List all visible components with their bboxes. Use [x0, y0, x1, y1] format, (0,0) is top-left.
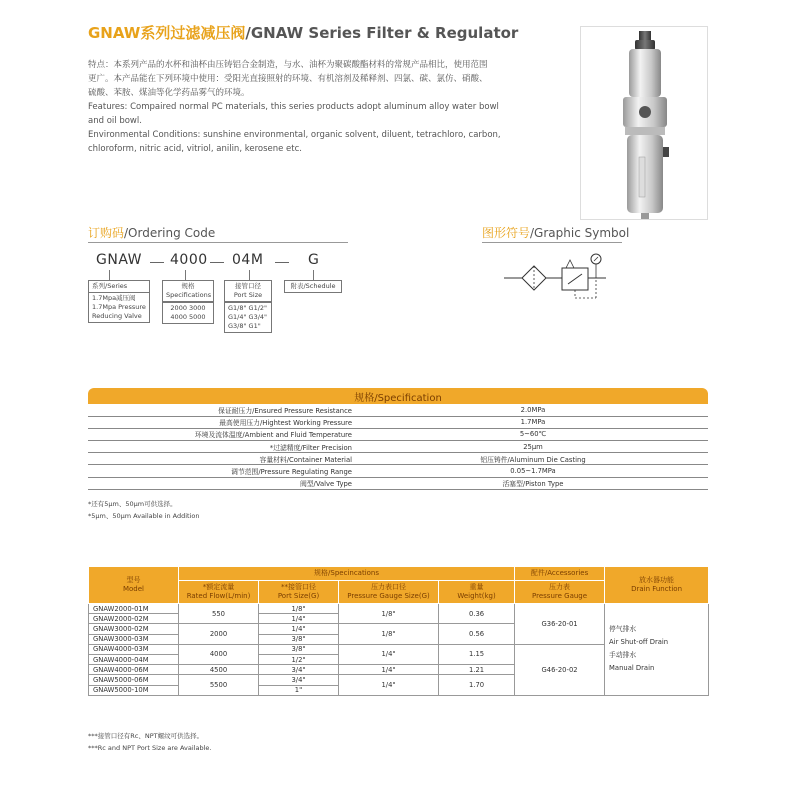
intro-en-line: and oil bowl.	[88, 116, 142, 126]
model-name: GNAW4000-03M	[89, 644, 179, 654]
table-row	[88, 416, 708, 428]
intro-cn-line: 更广。本产品能在下列环境中使用：受阳光直接照射的环境、有机溶剂及稀释剂、四氯、碳、氯仿、硝酸、	[88, 74, 488, 84]
drain-line: 手动排水	[609, 651, 637, 660]
spec-value: 活塞型/Piston Type	[358, 477, 708, 489]
flow-cell: 550	[179, 604, 259, 624]
spec-key: 保证耐压力/Ensured Pressure Resistance	[88, 404, 358, 416]
intro-en-line: chloroform, nitric acid, vitriol, anilin, kerosene etc.	[88, 144, 302, 154]
title-en: /GNAW Series Filter & Regulator	[245, 24, 519, 42]
weight-cell: 1.15	[439, 644, 515, 664]
model-name: GNAW3000-03M	[89, 634, 179, 644]
flow-cell: 4000	[179, 644, 259, 664]
spec-note	[88, 498, 199, 522]
port-value: G1/8" G1/2"	[228, 304, 268, 312]
pneumatic-symbol	[500, 250, 610, 306]
ordering-code-title	[88, 224, 215, 241]
code-dash	[210, 262, 224, 263]
code-port: 04M	[232, 252, 264, 268]
header-model-cn: 型号	[126, 576, 141, 584]
model-note-en: ***Rc and NPT Port Size are Available.	[88, 744, 212, 752]
code-connector	[249, 270, 250, 280]
flow-cell: 5500	[179, 675, 259, 695]
port-cell: 3/4"	[259, 665, 339, 675]
port-cell: 3/8"	[259, 634, 339, 644]
header-gauge-cn: 压力表口径	[371, 583, 406, 591]
table-row	[89, 604, 709, 614]
header-drain-cn: 放水器功能	[639, 576, 675, 584]
weight-cell: 0.36	[439, 604, 515, 624]
header-weight-cn: 重量	[469, 583, 484, 591]
graphic-symbol-title	[482, 224, 629, 241]
code-schedule: G	[308, 252, 320, 268]
table-row	[88, 465, 708, 477]
weight-cell: 1.70	[439, 675, 515, 695]
header-drain-en: Drain Function	[631, 585, 683, 593]
table-row	[88, 477, 708, 489]
gauge-size-cell: 1/4"	[339, 665, 439, 675]
spec-key: 容量材料/Container Material	[88, 453, 358, 465]
header-pg-en: Pressure Gauge	[532, 592, 588, 600]
header-port	[259, 581, 339, 604]
header-accessories: 配件/Accessories	[515, 567, 605, 581]
model-note	[88, 730, 211, 754]
ordering-rule	[88, 242, 348, 243]
intro-en-line: Features: Compaired normal PC materials, this series products adopt aluminum alloy water bowl	[88, 102, 499, 112]
table-row	[88, 404, 708, 416]
model-table	[88, 566, 709, 696]
spec-key: *过滤精度/Filter Precision	[88, 441, 358, 453]
code-spec: 4000	[170, 252, 208, 268]
spec-label: 规格	[181, 282, 195, 290]
title-cn: GNAW系列过滤减压阀	[88, 24, 246, 42]
pressure-gauge-cell: G36-20-01	[515, 604, 605, 645]
port-cell: 1/2"	[259, 654, 339, 664]
symbol-title-en: /Graphic Symbol	[530, 226, 630, 240]
series-desc-box	[88, 292, 150, 323]
header-gauge	[339, 581, 439, 604]
symbol-title-cn: 图形符号	[482, 226, 531, 240]
header-flow	[179, 581, 259, 604]
header-port-cn: **接管口径	[281, 583, 316, 591]
series-desc: 1.7Mpa减压阀	[92, 294, 136, 302]
schedule-box	[284, 280, 342, 293]
port-label: 接管口径	[235, 282, 261, 290]
pressure-gauge-cell: G46-20-02	[515, 644, 605, 695]
intro-cn-line: 硫酸、苯胺、煤油等化学药品雾气的环境。	[88, 88, 250, 98]
symbol-rule	[482, 242, 622, 243]
model-name: GNAW2000-02M	[89, 614, 179, 624]
ordering-title-cn: 订购码	[88, 226, 125, 240]
spec-value: 25μm	[358, 441, 708, 453]
intro-cn-line: 特点：本系列产品的水杯和油杯由压铸铝合金制造，与水、油杯为聚碳酸酯材料的常规产品相比，使用范围	[88, 60, 488, 70]
spec-table-title: 规格/Specification	[88, 388, 708, 404]
spec-label: Specifications	[166, 291, 212, 299]
flow-cell: 2000	[179, 624, 259, 644]
table-row	[88, 453, 708, 465]
port-value: G3/8" G1"	[228, 322, 261, 330]
spec-value: 2000 3000	[170, 304, 206, 312]
weight-cell: 0.56	[439, 624, 515, 644]
model-name: GNAW5000-10M	[89, 685, 179, 695]
model-name: GNAW4000-04M	[89, 654, 179, 664]
header-weight	[439, 581, 515, 604]
port-cell: 1/4"	[259, 624, 339, 634]
model-name: GNAW5000-06M	[89, 675, 179, 685]
port-cell: 1/4"	[259, 614, 339, 624]
intro-en-line: Environmental Conditions: sunshine environmental, organic solvent, diluent, tetrachloro, carbon,	[88, 130, 501, 140]
gauge-size-cell: 1/8"	[339, 604, 439, 624]
flow-cell: 4500	[179, 665, 259, 675]
spec-value: 铝压铸件/Aluminum Die Casting	[358, 453, 708, 465]
spec-value: 4000 5000	[170, 313, 206, 321]
spec-key: 最高使用压力/Hightest Working Pressure	[88, 416, 358, 428]
drain-line: Air Shut-off Drain	[609, 638, 669, 647]
header-flow-cn: *额定流量	[202, 583, 235, 591]
header-gauge-en: Pressure Gauge Size(G)	[347, 592, 430, 600]
port-value: G1/4" G3/4"	[228, 313, 268, 321]
code-dash	[275, 262, 289, 263]
port-values-box	[224, 302, 272, 333]
model-name: GNAW4000-06M	[89, 665, 179, 675]
intro-text	[88, 58, 528, 156]
series-label: 系列/Series	[92, 282, 128, 290]
gauge-size-cell: 1/8"	[339, 624, 439, 644]
filter-regulator-illustration	[581, 27, 709, 221]
code-dash	[150, 262, 164, 263]
model-name: GNAW2000-01M	[89, 604, 179, 614]
table-row	[88, 428, 708, 440]
model-name: GNAW3000-02M	[89, 624, 179, 634]
header-model	[89, 567, 179, 604]
spec-note-cn: *还有5μm、50μm可供选择。	[88, 500, 177, 508]
page-title	[88, 22, 518, 43]
drain-line: Manual Drain	[609, 664, 655, 673]
port-cell: 1"	[259, 685, 339, 695]
ordering-title-en: /Ordering Code	[124, 226, 216, 240]
gauge-size-cell: 1/4"	[339, 644, 439, 664]
header-pg-cn: 压力表	[549, 583, 571, 591]
header-flow-en: Rated Flow(L/min)	[186, 592, 251, 600]
spec-note-en: *5μm、50μm Available in Addition	[88, 512, 200, 520]
drain-function-cell	[605, 604, 709, 696]
header-weight-en: Weight(kg)	[457, 592, 496, 600]
model-note-cn: ***接管口径有Rc、NPT螺纹可供选择。	[88, 732, 204, 740]
code-connector	[313, 270, 314, 280]
port-cell: 1/8"	[259, 604, 339, 614]
series-desc: Reducing Valve	[92, 312, 142, 320]
code-series: GNAW	[96, 252, 142, 268]
spec-value: 2.0MPa	[358, 404, 708, 416]
header-port-en: Port Size(G)	[277, 592, 320, 600]
schedule-label: 附表/Schedule	[290, 282, 336, 290]
spec-key: 调节范围/Pressure Regulating Range	[88, 465, 358, 477]
spec-value: 0.05~1.7MPa	[358, 465, 708, 477]
header-pressure-gauge	[515, 581, 605, 604]
weight-cell: 1.21	[439, 665, 515, 675]
drain-line: 停气排水	[609, 625, 637, 634]
port-label: Port Size	[233, 291, 263, 299]
table-row	[88, 441, 708, 453]
header-model-en: Model	[122, 585, 145, 593]
code-connector	[185, 270, 186, 280]
port-cell: 3/4"	[259, 675, 339, 685]
spec-label-box	[162, 280, 214, 302]
spec-value: 1.7MPa	[358, 416, 708, 428]
product-photo	[580, 26, 708, 220]
series-desc: 1.7Mpa Pressure	[92, 303, 146, 311]
spec-key: 阀型/Valve Type	[88, 477, 358, 489]
header-specs: 规格/Specincations	[179, 567, 515, 581]
specification-table	[88, 388, 708, 490]
code-connector	[109, 270, 110, 280]
port-cell: 3/8"	[259, 644, 339, 654]
gauge-size-cell: 1/4"	[339, 675, 439, 695]
spec-value: 5~60℃	[358, 428, 708, 440]
spec-key: 环境及流体温度/Ambient and Fluid Temperature	[88, 428, 358, 440]
spec-values-box	[162, 302, 214, 324]
header-drain	[605, 567, 709, 604]
port-label-box	[224, 280, 272, 302]
